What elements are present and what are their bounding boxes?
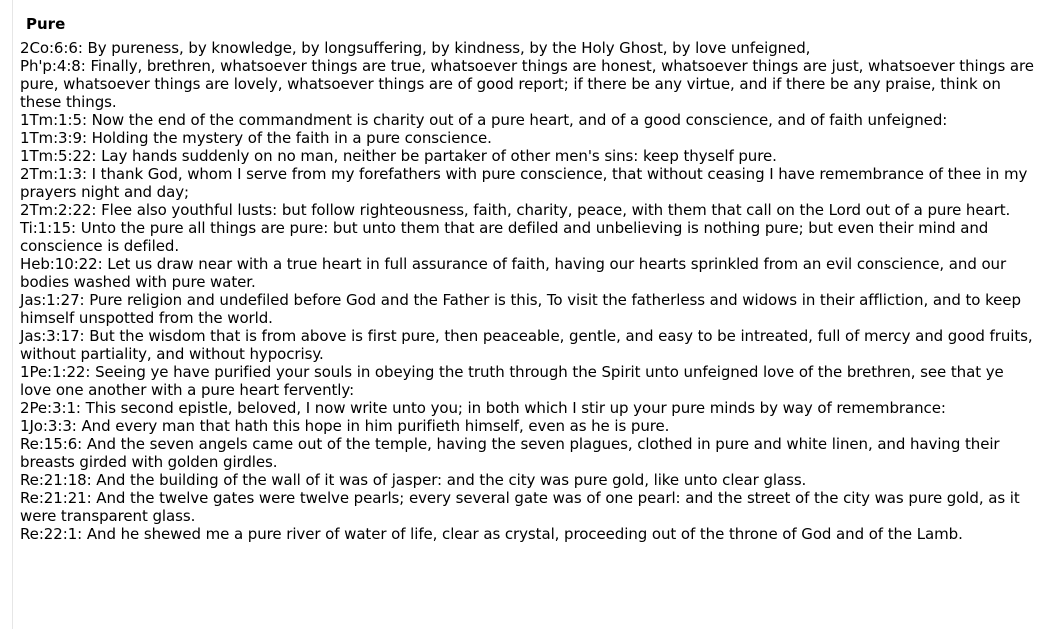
verse-text: Flee also youthful lusts: but follow righteousness, faith, charity, peace, with them that call on the Lord out of a pure heart. xyxy=(101,201,1011,219)
verse-reference: 2Co:6:6: xyxy=(20,39,83,57)
verse-reference: Re:15:6: xyxy=(20,435,83,453)
verse-item xyxy=(20,147,1035,165)
verse-reference: Re:21:21: xyxy=(20,489,92,507)
verse-item xyxy=(20,327,1035,363)
verse-reference: 1Jo:3:3: xyxy=(20,417,77,435)
verse-reference: 1Tm:5:22: xyxy=(20,147,97,165)
verse-reference: Ph'p:4:8: xyxy=(20,57,86,75)
page-title: Pure xyxy=(26,15,66,33)
verse-reference: 1Tm:1:5: xyxy=(20,111,87,129)
verse-text: But the wisdom that is from above is first pure, then peaceable, gentle, and easy to be intreated, full of mercy and good fruits, without partiality, and without hypocrisy. xyxy=(20,327,1033,363)
verse-reference: 2Tm:1:3: xyxy=(20,165,87,183)
verse-item xyxy=(20,57,1035,111)
verse-text: And every man that hath this hope in him purifieth himself, even as he is pure. xyxy=(81,417,670,435)
verse-item xyxy=(20,165,1035,201)
verse-reference: Heb:10:22: xyxy=(20,255,103,273)
verse-reference: 2Tm:2:22: xyxy=(20,201,97,219)
verse-text: Pure religion and undefiled before God and the Father is this, To visit the fatherless and widows in their affliction, and to keep himself unspotted from the world. xyxy=(20,291,1021,327)
verse-reference: Jas:1:27: xyxy=(20,291,85,309)
verse-text: Unto the pure all things are pure: but unto them that are defiled and unbelieving is nothing pure; but even their mind and conscience is defiled. xyxy=(20,219,989,255)
verse-reference: 2Pe:3:1: xyxy=(20,399,81,417)
verse-reference: Re:21:18: xyxy=(20,471,92,489)
verse-item xyxy=(20,255,1035,291)
verse-item xyxy=(20,399,1035,417)
verse-text: Holding the mystery of the faith in a pure conscience. xyxy=(91,129,492,147)
verse-item xyxy=(20,219,1035,255)
verse-text: And the seven angels came out of the temple, having the seven plagues, clothed in pure and white linen, and having their breasts girded with golden girdles. xyxy=(20,435,1000,471)
verse-text: And the twelve gates were twelve pearls; every several gate was of one pearl: and the street of the city was pure gold, as it were transparent glass. xyxy=(20,489,1020,525)
verse-item xyxy=(20,435,1035,471)
verse-item xyxy=(20,39,1035,57)
verse-text: Let us draw near with a true heart in full assurance of faith, having our hearts sprinkled from an evil conscience, and our bodies washed with pure water. xyxy=(20,255,1007,291)
verse-text: Lay hands suddenly on no man, neither be partaker of other men's sins: keep thyself pure. xyxy=(101,147,777,165)
verse-text: And he shewed me a pure river of water of life, clear as crystal, proceeding out of the throne of God and of the Lamb. xyxy=(86,525,963,543)
verse-item xyxy=(20,471,1035,489)
verse-text: I thank God, whom I serve from my forefathers with pure conscience, that without ceasing I have remembrance of thee in my prayers night and day; xyxy=(20,165,1028,201)
verse-item xyxy=(20,417,1035,435)
verse-reference: Ti:1:15: xyxy=(20,219,77,237)
verse-reference: Re:22:1: xyxy=(20,525,83,543)
verse-reference: Jas:3:17: xyxy=(20,327,85,345)
verse-text: Now the end of the commandment is charity out of a pure heart, and of a good conscience, and of faith unfeigned: xyxy=(91,111,948,129)
left-frame-border xyxy=(12,0,13,629)
verse-reference: 1Tm:3:9: xyxy=(20,129,87,147)
verse-item xyxy=(20,363,1035,399)
verse-item xyxy=(20,111,1035,129)
verse-text: And the building of the wall of it was of jasper: and the city was pure gold, like unto clear glass. xyxy=(96,471,807,489)
verse-list xyxy=(20,39,1035,543)
verse-reference: 1Pe:1:22: xyxy=(20,363,91,381)
verse-item xyxy=(20,525,1035,543)
verse-item xyxy=(20,291,1035,327)
verse-text: This second epistle, beloved, I now write unto you; in both which I stir up your pure minds by way of remembrance: xyxy=(85,399,946,417)
verse-item xyxy=(20,489,1035,525)
verse-item xyxy=(20,201,1035,219)
verse-item xyxy=(20,129,1035,147)
verse-text: Seeing ye have purified your souls in obeying the truth through the Spirit unto unfeigned love of the brethren, see that ye love one another with a pure heart fervently: xyxy=(20,363,1004,399)
verse-text: By pureness, by knowledge, by longsuffering, by kindness, by the Holy Ghost, by love unfeigned, xyxy=(87,39,811,57)
verse-text: Finally, brethren, whatsoever things are true, whatsoever things are honest, whatsoever things are just, whatsoever things are pure, whatsoever things are lovely, whatsoever things are of good report; if there be any virtue, and if there be any praise, think on these things. xyxy=(20,57,1034,111)
